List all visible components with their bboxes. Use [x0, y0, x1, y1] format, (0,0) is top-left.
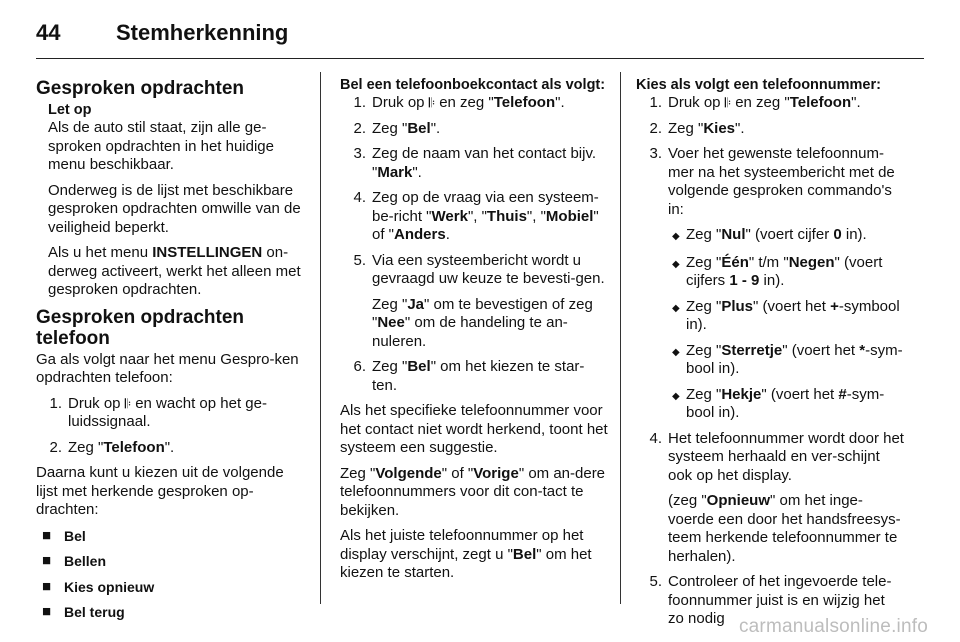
step: 4. Zeg op de vraag via een systeem-be-richt "Werk", "Thuis", "Mobiel" of "Anders. — [353, 189, 599, 243]
step: 3. Voer het gewenste telefoonnum-mer na het systeembericht met de volgende gesproken commando's in: — [649, 145, 895, 218]
command-item: ■ Bellen — [42, 552, 107, 569]
step-continuation: Zeg "Ja" om te bevestigen of zeg "Nee" om de handeling te an-nuleren. — [372, 295, 593, 350]
step-continuation: (zeg "Opnieuw" om het inge-voerde een door het handsfreesys-teem herkende telefoonnummer te herhalen). — [668, 492, 901, 565]
step: 6. Zeg "Bel" om het kiezen te star-ten. — [353, 358, 585, 394]
command-item: ■ Bel — [42, 526, 86, 544]
diamond-bullet-icon: ◆ — [672, 346, 680, 358]
voice-button-icon: 𝄆 — [428, 95, 436, 110]
watermark: carmanualsonline.info — [738, 616, 928, 637]
header-rule — [36, 58, 924, 59]
paragraph: Als het juiste telefoonnummer op het display verschijnt, zegt u "Bel" om het kiezen te starten. — [340, 527, 592, 581]
diamond-bullet-icon: ◆ — [672, 302, 680, 314]
column-2 — [340, 76, 608, 590]
voice-button-icon: 𝄆 — [724, 95, 732, 110]
step: 2. Zeg "Bel". — [353, 119, 441, 137]
section-title-phonebook: Bel een telefoonboekcontact als volgt: — [340, 77, 606, 93]
step: 1. Druk op 𝄆 en zeg "Telefoon". — [649, 94, 861, 111]
column-1 — [36, 72, 308, 629]
section-title-dial-number: Kies als volgt een telefoonnummer: — [636, 77, 881, 93]
column-3 — [636, 76, 904, 636]
command-item: ■ Kies opnieuw — [42, 577, 155, 595]
column-divider-1 — [320, 72, 321, 604]
note-title: Let op — [48, 102, 92, 118]
after-paragraph: Daarna kunt u kiezen uit de volgende lijst met herkende gesproken op-drachten: — [36, 464, 284, 518]
diamond-bullet-icon: ◆ — [672, 231, 680, 242]
diamond-bullet-icon: ◆ — [672, 258, 680, 270]
step: 2. Zeg "Telefoon". — [49, 438, 175, 456]
step: 1. Druk op 𝄆 en zeg "Telefoon". — [353, 94, 565, 111]
paragraph: Als het specifieke telefoonnummer voor het contact niet wordt herkend, toont het systeem een suggestie. — [340, 402, 608, 456]
step: 3. Zeg de naam van het contact bijv. "Mark". — [353, 145, 597, 181]
note-block — [36, 101, 308, 300]
voice-button-icon: 𝄆 — [124, 395, 132, 411]
section-title-phone-commands: Gesproken opdrachten telefoon — [36, 306, 244, 349]
step: 5. Via een systeembericht wordt u gevraagd uw keuze te bevesti-gen. — [353, 251, 605, 287]
step: 1. Druk op 𝄆 en wacht op het ge-luidssignaal. — [49, 394, 267, 430]
digit-command: ◆ Zeg "Nul" (voert cijfer 0 in). — [672, 226, 904, 247]
command-item: ■ Bel terug — [42, 603, 125, 620]
paragraph: Zeg "Volgende" of "Vorige" om an-dere telefoonnummers voor dit con-tact te bekijken. — [340, 464, 606, 519]
column-divider-2 — [620, 72, 621, 604]
note-paragraph: Onderweg is de lijst met beschikbare gesproken opdrachten omwille van de veiligheid beperkt. — [48, 181, 301, 236]
diamond-bullet-icon: ◆ — [672, 390, 680, 402]
section-title-voice-commands: Gesproken opdrachten — [36, 78, 244, 99]
page-header — [36, 14, 924, 58]
digit-command: ◆ Zeg "Hekje" (voert het #-sym-bool in). — [672, 385, 885, 421]
chapter-title: Stemherkenning — [116, 20, 289, 45]
step: 2. Zeg "Kies". — [649, 119, 745, 137]
note-paragraph: Als de auto stil staat, zijn alle ge-sproken opdrachten in het huidige menu beschikbaar. — [48, 119, 274, 173]
step: 5. Controleer of het ingevoerde tele-foonnummer juist is en wijzig het zo nodig — [649, 573, 892, 627]
note-paragraph: Als u het menu INSTELLINGEN on-derweg activeert, werkt het alleen met gesproken opdrachten. — [48, 244, 301, 298]
digit-command: ◆ Zeg "Plus" (voert het +-symbool in). — [672, 297, 900, 333]
intro-paragraph: Ga als volgt naar het menu Gespro-ken opdrachten telefoon: — [36, 350, 299, 386]
digit-command: ◆ Zeg "Één" t/m "Negen" (voert cijfers 1 - 9 in). — [672, 253, 883, 289]
page-number: 44 — [36, 20, 61, 45]
step: 4. Het telefoonnummer wordt door het systeem herhaald en ver-schijnt ook op het display. — [649, 429, 904, 484]
digit-command: ◆ Zeg "Sterretje" (voert het *-sym-bool in). — [672, 341, 903, 377]
